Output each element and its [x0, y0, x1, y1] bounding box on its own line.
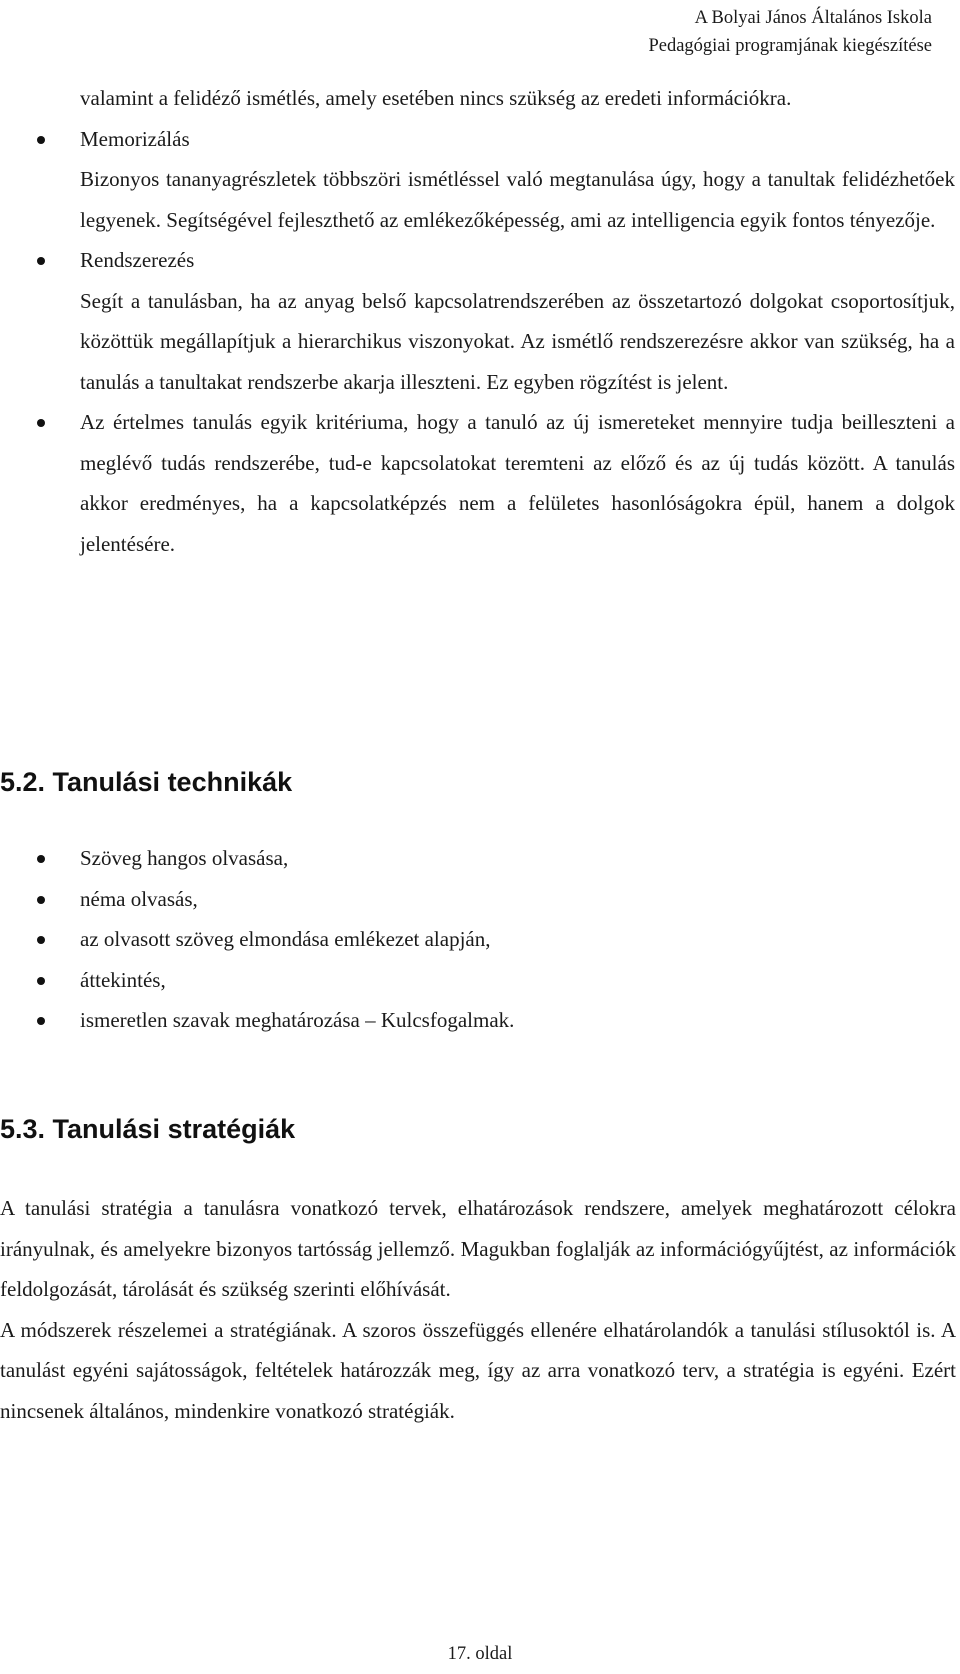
- list-item-text: Szöveg hangos olvasása,: [80, 846, 289, 870]
- bullet-icon: [37, 136, 45, 144]
- list-item: [37, 879, 955, 920]
- list-item-text: az olvasott szöveg elmondása emlékezet alapján,: [80, 927, 491, 951]
- list-item-text: áttekintés,: [80, 967, 166, 992]
- paragraph: A módszerek részelemei a stratégiának. A szoros összefüggés ellenére elhatárolandók a tanulási stílusoktól is. A tanulást egyéni sajátosságok, feltételek határozzák meg, így az arra vonatkozó terv, a stratégia is egyéni. Ezért nincsenek általános, mindenkire vonatkozó stratégiák.: [0, 1317, 956, 1423]
- bullet-icon: [37, 855, 45, 863]
- bullet-icon: [37, 977, 45, 985]
- learning-techniques-list: [37, 838, 955, 1041]
- list-item-systematization: [37, 240, 955, 402]
- learning-methods-list: [37, 78, 955, 564]
- list-item-title: Memorizálás: [80, 126, 190, 151]
- bullet-icon: [37, 257, 45, 265]
- list-item-title: Rendszerezés: [80, 248, 195, 272]
- list-item: [37, 1000, 955, 1041]
- list-item: [37, 960, 955, 1001]
- list-item-text: Segít a tanulásban, ha az anyag belső kapcsolatrendszerében az összetartozó dolgokat csoportosítjuk, közöttük megállapítjuk a hierarchikus viszonyokat. Az ismétlő rendszerezésre akkor van szükség, ha a tanulás a tanultakat rendszerbe akarja illeszteni. Ez egyben rögzítést is jelent.: [80, 288, 955, 394]
- list-item-text: ismeretlen szavak meghatározása – Kulcsfogalmak.: [80, 1008, 515, 1032]
- list-item: [37, 919, 955, 960]
- section-heading-learning-strategies: 5.3. Tanulási stratégiák: [0, 1114, 296, 1144]
- list-item-memorization: [37, 119, 955, 241]
- list-item-text: néma olvasás,: [80, 886, 198, 911]
- bullet-icon: [37, 1017, 45, 1025]
- list-item-text: Bizonyos tananyagrészletek többszöri ismétléssel való megtanulása úgy, hogy a tanultak felidézhetőek legyenek. Segítségével fejleszthető az emlékezőképesség, ami az intelligencia egyik fontos tényezője.: [80, 167, 955, 232]
- list-item-text: Az értelmes tanulás egyik kritériuma, hogy a tanuló az új ismereteket mennyire tudja beilleszteni a meglévő tudás rendszerébe, tud-e kapcsolatokat teremteni az előző és az új tudás között. A tanulás akkor eredményes, ha a kapcsolatképzés nem a felületes hasonlóságokra épül, hanem a dolgok jelentésére.: [80, 410, 955, 556]
- page-number: 17. oldal: [447, 1644, 513, 1664]
- bullet-icon: [37, 936, 45, 944]
- header-document-title: Pedagógiai programjának kiegészítése: [648, 36, 932, 56]
- strategies-body: [0, 1188, 956, 1431]
- bullet-icon: [37, 419, 45, 427]
- list-item-meaningful-learning: [37, 402, 955, 564]
- section-heading-learning-techniques: 5.2. Tanulási technikák: [0, 767, 293, 797]
- header-school-name: A Bolyai János Általános Iskola: [694, 8, 932, 28]
- list-item: [37, 838, 955, 879]
- list-continuation-text: valamint a felidéző ismétlés, amely esetében nincs szükség az eredeti információkra.: [80, 86, 792, 110]
- page-header: [648, 4, 932, 60]
- paragraph: A tanulási stratégia a tanulásra vonatkozó tervek, elhatározások rendszere, amelyek meghatározott célokra irányulnak, és amelyekre bizonyos tartósság jellemző. Magukban foglalják az információgyűjtést, az információk feldolgozását, tárolását és szükség szerinti előhívását.: [0, 1196, 956, 1301]
- bullet-icon: [37, 896, 45, 904]
